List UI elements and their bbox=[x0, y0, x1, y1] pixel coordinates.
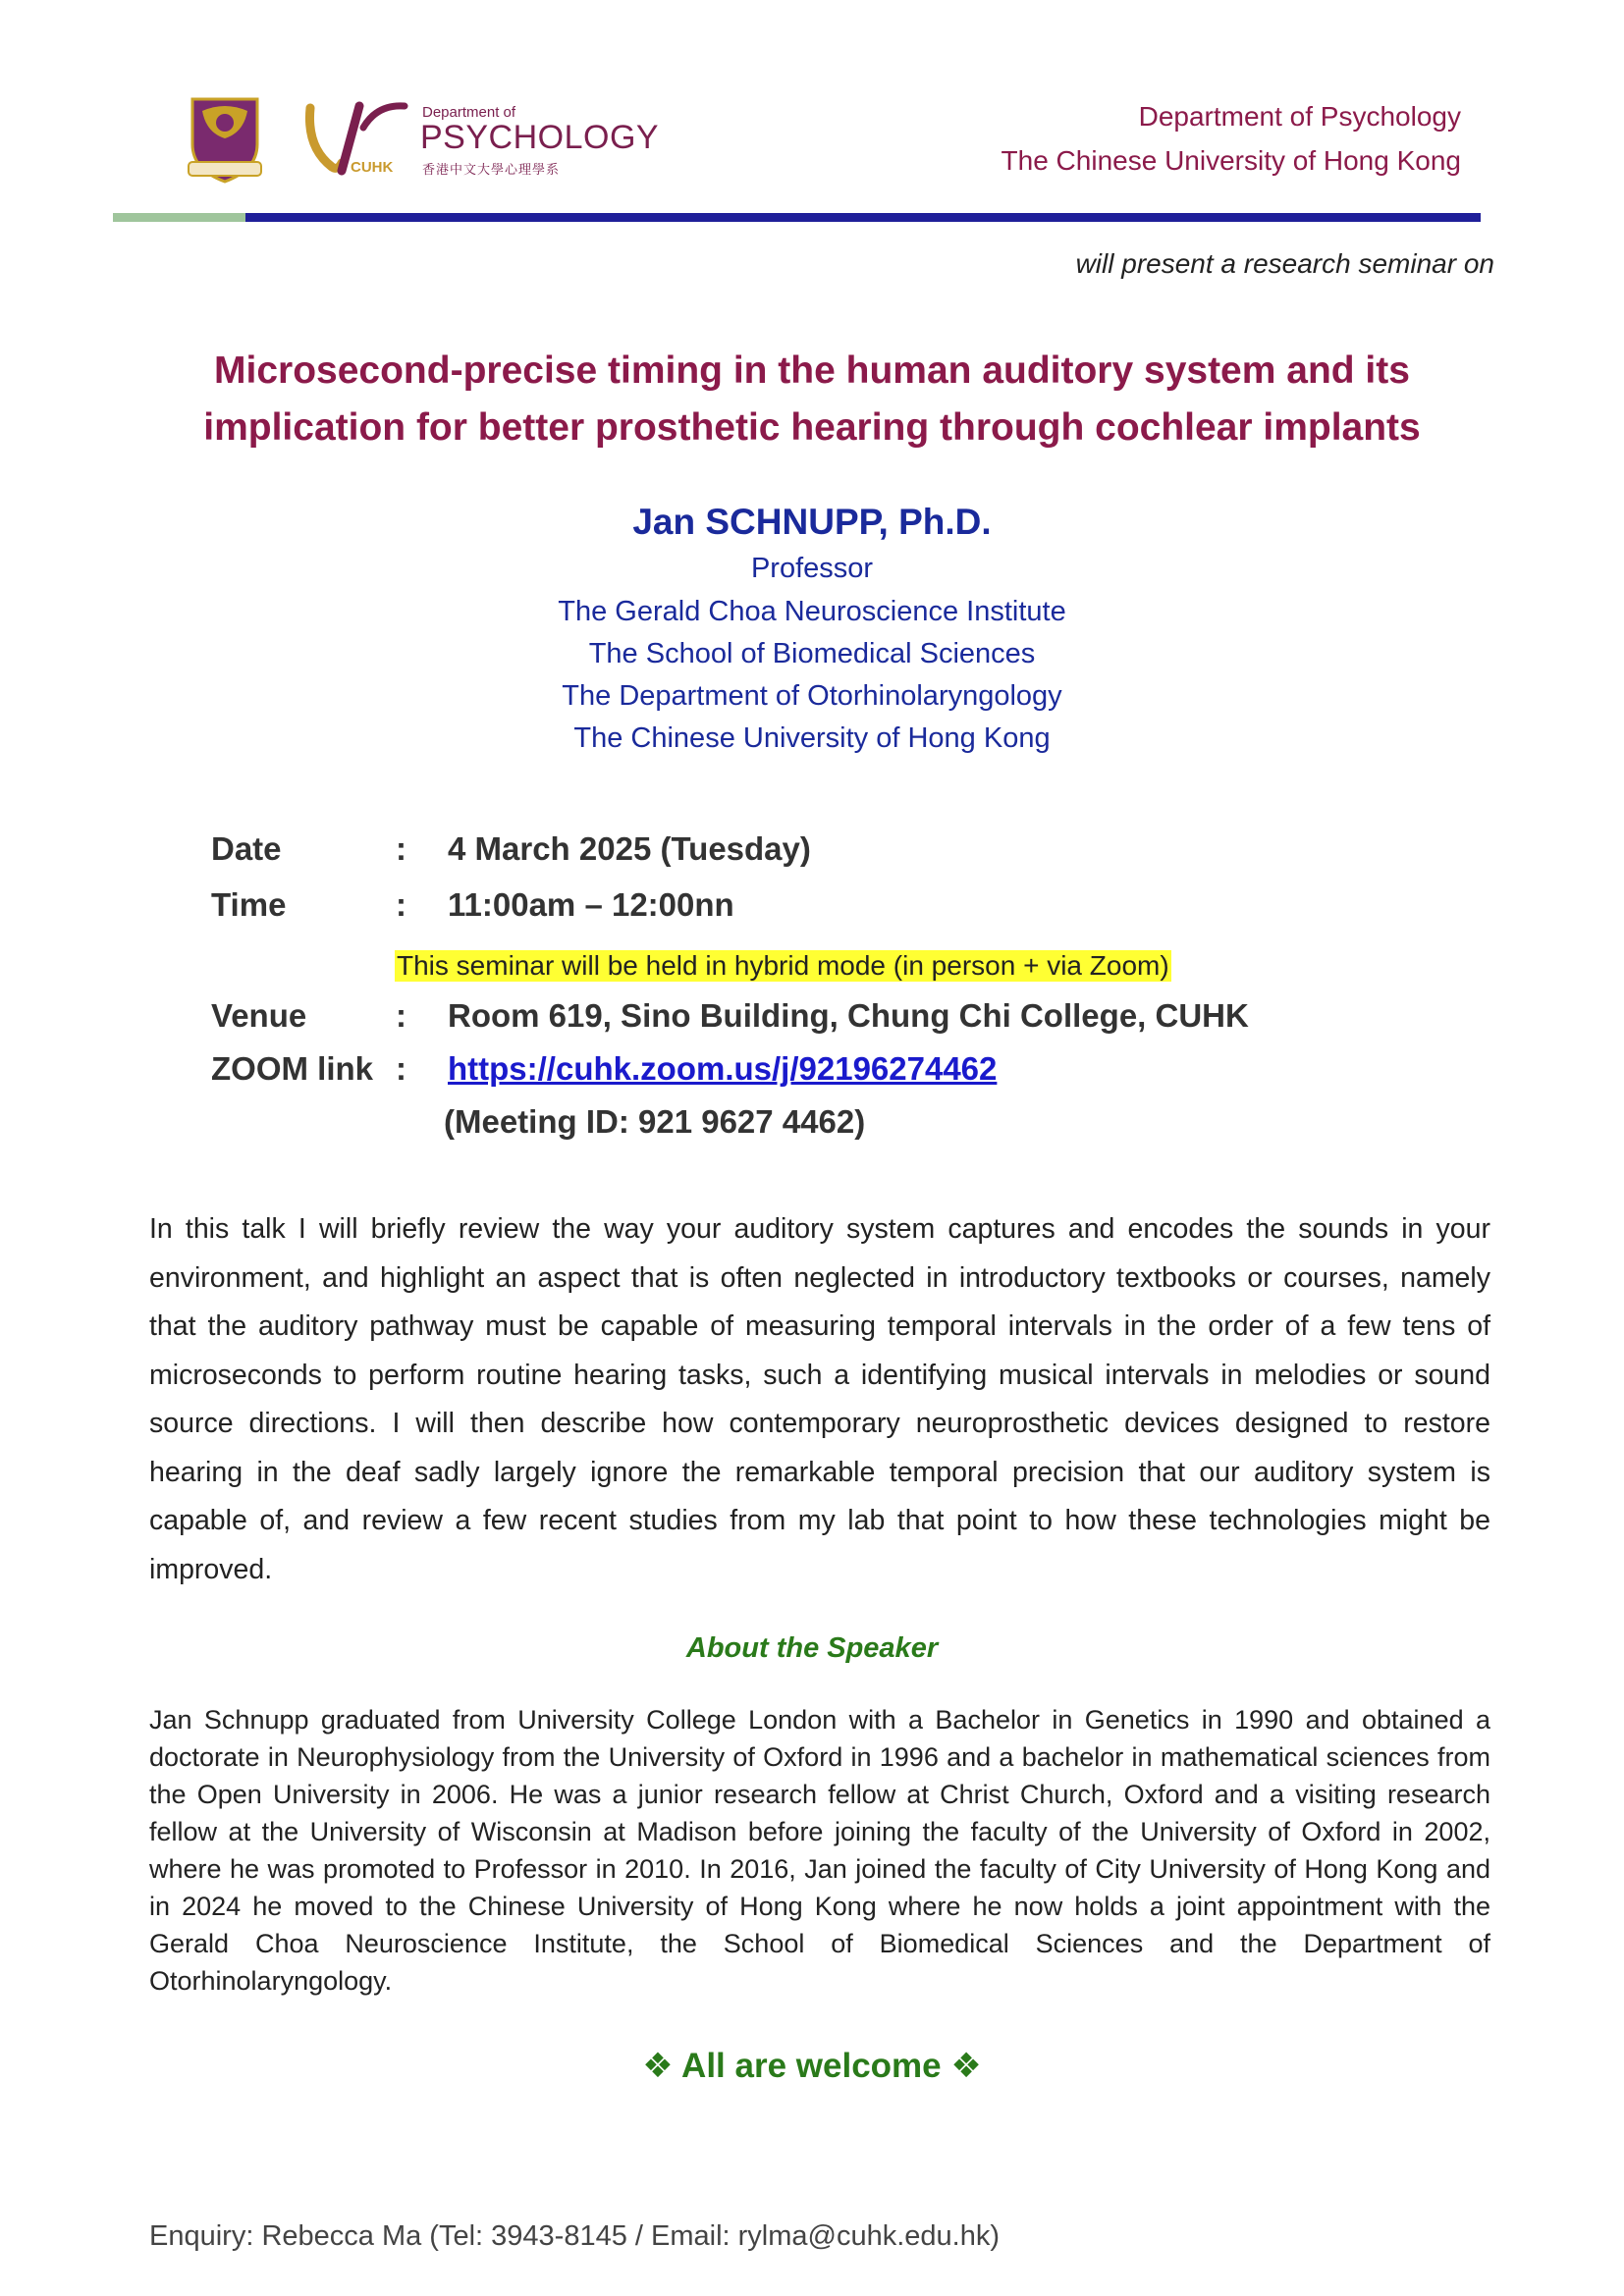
time-value: 11:00am – 12:00nn bbox=[448, 886, 734, 923]
venue-label: Venue bbox=[211, 997, 307, 1034]
venue-colon: : bbox=[396, 997, 406, 1034]
logo-dept-big: PSYCHOLOGY bbox=[420, 119, 660, 156]
speaker-affiliation: The Chinese University of Hong Kong bbox=[573, 722, 1051, 754]
speaker-affiliation: The Gerald Choa Neuroscience Institute bbox=[558, 596, 1066, 627]
header-university-name: The Chinese University of Hong Kong bbox=[1001, 145, 1461, 176]
intro-text: will present a research seminar on bbox=[1075, 248, 1494, 279]
venue-value: Room 619, Sino Building, Chung Chi College, CUHK bbox=[448, 997, 1249, 1034]
zoom-link-container bbox=[448, 1050, 997, 1088]
speaker-bio: Jan Schnupp graduated from University College London with a Bachelor in Genetics in 1990 and obtained a doctorate in Neurophysiology from the University of Oxford in 1996 and a bachelor in mathematical sciences from the Open University in 2006. He was a junior research fellow at Christ Church, Oxford and a visiting research fellow at the University of Wisconsin at Madison before joining the faculty of the University of Oxford in 2002, where he was promoted to Professor in 2010. In 2016, Jan joined the faculty of City University of Hong Kong and in 2024 he moved to the Chinese University of Hong Kong where he now holds a joint appointment with the Gerald Choa Neuroscience Institute, the School of Biomedical Sciences and the Department of Otorhinolaryngology. bbox=[149, 1705, 1490, 1996]
cuhk-crest-logo bbox=[187, 93, 263, 187]
speaker-affiliation: The Department of Otorhinolaryngology bbox=[562, 680, 1062, 712]
abstract-paragraph: In this talk I will briefly review the way your auditory system captures and encodes the sounds in your environment, and highlight an aspect that is often neglected in introductory textbooks or courses, namely that the auditory pathway must be capable of measuring temporal intervals in the order of a few tens of microseconds to perform routine hearing tasks, such a identifying musical intervals in melodies or sound source directions. I will then describe how contemporary neuroprosthetic devices designed to restore hearing in the deaf sadly largely ignore the remarkable temporal precision that our auditory system is capable of, and review a few recent studies from my lab that point to how these technologies might be improved. bbox=[149, 1213, 1490, 1585]
date-label: Date bbox=[211, 830, 282, 867]
meeting-id: (Meeting ID: 921 9627 4462) bbox=[444, 1103, 866, 1140]
time-label: Time bbox=[211, 886, 287, 923]
zoom-colon: : bbox=[396, 1050, 406, 1087]
zoom-label: ZOOM link bbox=[211, 1050, 373, 1087]
time-colon: : bbox=[396, 886, 406, 923]
hybrid-mode-note: This seminar will be held in hybrid mode (in person + via Zoom) bbox=[397, 950, 1169, 981]
speaker-position: Professor bbox=[750, 553, 874, 584]
header-rule-green bbox=[113, 213, 245, 222]
logo-dept-small: Department of bbox=[422, 104, 516, 121]
logo-chinese-text: 香港中文大學心理學系 bbox=[422, 162, 561, 177]
date-value: 4 March 2025 (Tuesday) bbox=[448, 830, 811, 867]
seminar-title-line2: implication for better prosthetic hearing through cochlear implants bbox=[203, 406, 1421, 449]
about-speaker-heading: About the Speaker bbox=[685, 1632, 939, 1664]
welcome-text: ❖ All are welcome ❖ bbox=[642, 2047, 982, 2085]
header-dept-name: Department of Psychology bbox=[1138, 101, 1461, 132]
speaker-affiliation: The School of Biomedical Sciences bbox=[588, 638, 1036, 669]
header-rule-blue bbox=[245, 213, 1481, 222]
seminar-title-line1: Microsecond-precise timing in the human auditory system and its bbox=[214, 349, 1410, 392]
zoom-link[interactable]: https://cuhk.zoom.us/j/92196274462 bbox=[448, 1050, 998, 1087]
enquiry-contact: Enquiry: Rebecca Ma (Tel: 3943-8145 / Email: rylma@cuhk.edu.hk) bbox=[149, 2220, 1000, 2252]
date-colon: : bbox=[396, 830, 406, 867]
logo-cuhk-tag: CUHK bbox=[351, 159, 394, 176]
speaker-name: Jan SCHNUPP, Ph.D. bbox=[632, 502, 992, 542]
